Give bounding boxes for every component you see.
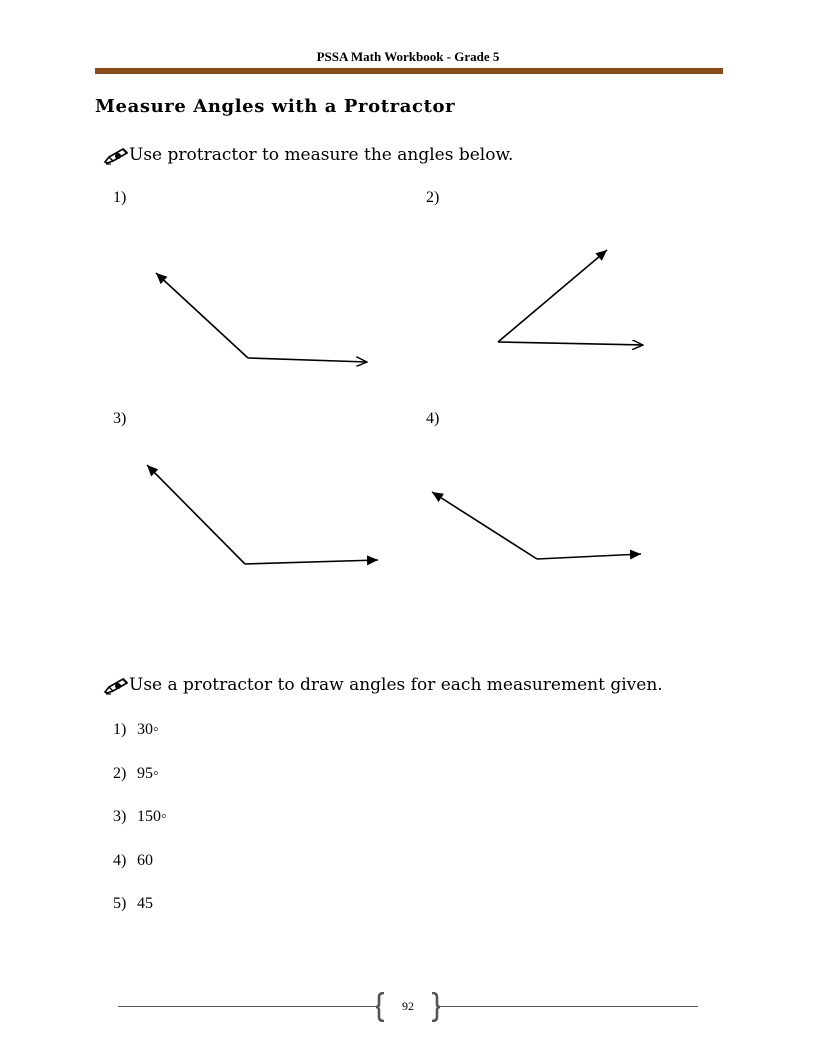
instruction-draw	[103, 675, 663, 695]
angle-3-ray-a	[147, 465, 245, 564]
angle-3-ray-b	[245, 560, 378, 564]
list-item-number: 5)	[113, 895, 127, 912]
list-item-value: 45	[137, 895, 153, 912]
list-item	[113, 852, 167, 896]
problem-label-3: 3)	[113, 410, 127, 427]
problem-label-2: 2)	[426, 189, 440, 206]
list-item	[113, 721, 167, 765]
angle-1-ray-b	[248, 358, 367, 362]
angle-figure-1	[156, 273, 367, 362]
list-item-number: 2)	[113, 764, 127, 782]
list-item	[113, 765, 167, 809]
page-title: Measure Angles with a Protractor	[95, 96, 456, 117]
problem-label-1: 1)	[113, 189, 127, 206]
measurement-list	[113, 721, 167, 939]
footer-rule-left	[118, 1006, 376, 1007]
list-item-number: 3)	[113, 808, 127, 825]
page-number: 92	[402, 999, 414, 1013]
instruction-draw-text: Use a protractor to draw angles for each measurement given.	[129, 675, 663, 695]
pencil-icon	[103, 675, 129, 695]
instruction-measure-text: Use protractor to measure the angles below.	[129, 145, 514, 165]
angle-1-ray-a	[156, 273, 248, 358]
list-item-value: 30◦	[137, 721, 159, 738]
angle-figure-3	[147, 465, 378, 564]
list-item	[113, 895, 167, 939]
angle-figure-2	[498, 250, 643, 345]
list-item-value: 95◦	[137, 764, 159, 782]
list-item-number: 4)	[113, 851, 127, 869]
problem-label-4: 4)	[426, 410, 440, 427]
angle-figure-4	[432, 492, 641, 559]
list-item-number: 1)	[113, 721, 127, 738]
list-item-value: 60	[137, 851, 153, 869]
list-item	[113, 808, 167, 852]
angle-2-ray-b	[498, 342, 643, 345]
angle-4-ray-a	[432, 492, 537, 559]
list-item-value: 150◦	[137, 808, 167, 825]
angle-2-ray-a	[498, 250, 607, 342]
footer-rule-right	[440, 1006, 698, 1007]
angle-4-ray-b	[537, 554, 641, 559]
page-header: PSSA Math Workbook - Grade 5	[316, 49, 500, 64]
